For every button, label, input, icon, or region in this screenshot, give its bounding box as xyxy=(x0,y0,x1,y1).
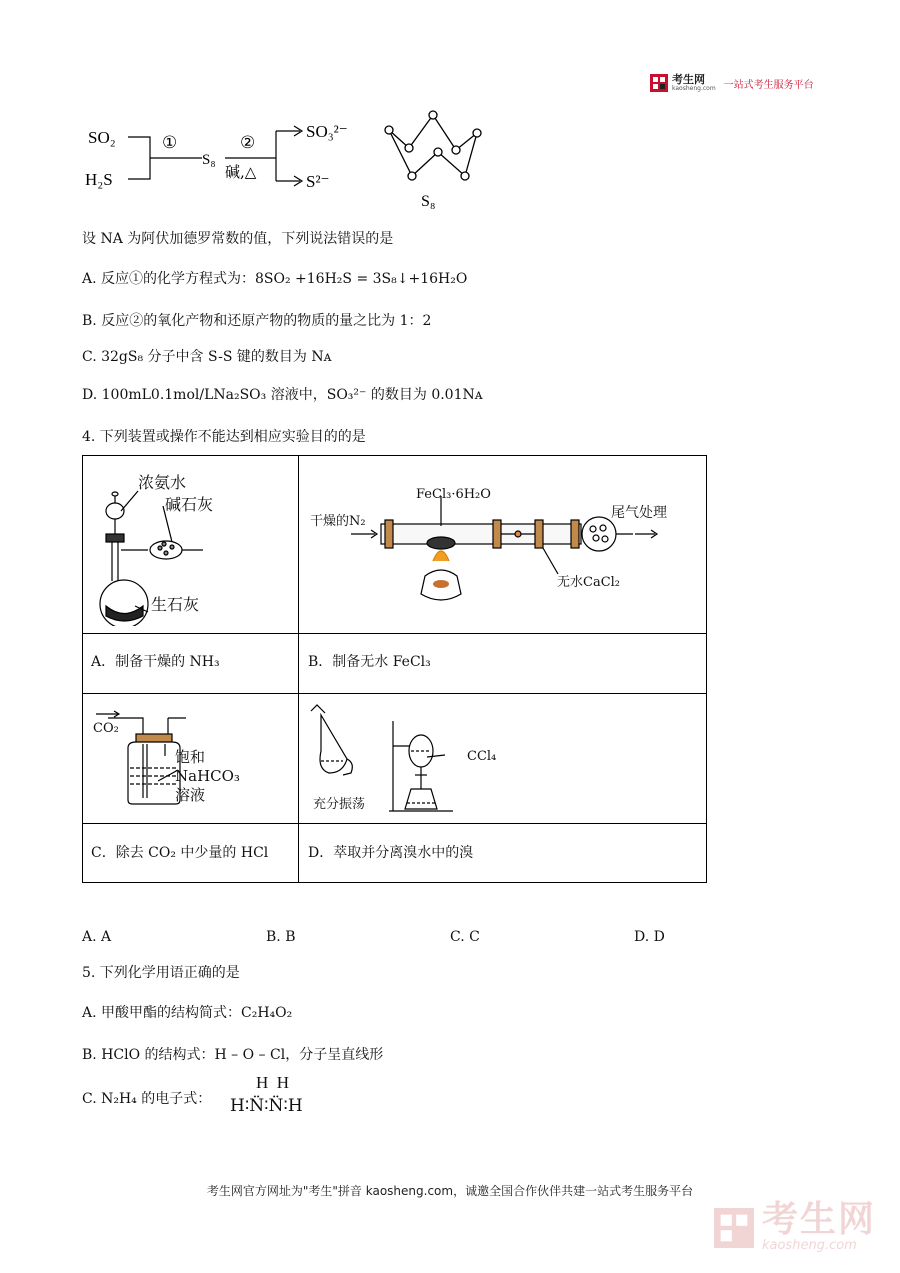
kaosheng-logo-icon xyxy=(650,74,668,92)
lewis-structure-top: H H xyxy=(256,1073,290,1092)
reaction-scheme xyxy=(80,108,500,218)
s8-structure-label: S₈ xyxy=(421,193,436,210)
lewis-structure-main: H∶N̈∶N̈∶H xyxy=(230,1096,303,1116)
label-solution: 溶液 xyxy=(175,786,206,804)
scheme-arrowheads xyxy=(294,126,302,186)
label-ccl4: CCl₄ xyxy=(467,749,497,764)
q5-stem: 5. 下列化学用语正确的是 xyxy=(82,965,240,981)
label-tail-gas: 尾气处理 xyxy=(611,505,667,521)
scheme-step2: ② xyxy=(240,133,256,153)
apparatus-b-fecl3-icon xyxy=(303,466,703,626)
s8-crown-structure-icon xyxy=(385,111,481,180)
table-divider-1 xyxy=(83,633,706,634)
watermark-logo-icon xyxy=(714,1208,754,1248)
label-anhydrous-cacl2: 无水CaCl₂ xyxy=(557,575,621,590)
label-co2: CO₂ xyxy=(93,721,119,736)
q3-option-d-pre: D. 100mL0.1mol/LNa₂SO₃ 溶液中， xyxy=(82,387,327,403)
label-saturated: 饱和 xyxy=(175,748,206,766)
label-concentrated-ammonia: 浓氨水 xyxy=(138,473,187,492)
q3-option-d xyxy=(82,386,483,404)
label-soda-lime: 碱石灰 xyxy=(165,495,214,514)
q3-option-d-post: 的数目为 0.01Nᴀ xyxy=(366,387,483,403)
watermark-site: kaosheng.com xyxy=(761,1238,857,1253)
label-nahco3: NaHCO₃ xyxy=(175,767,240,785)
brand-site: kaosheng.com xyxy=(672,85,716,92)
q3-option-d-ion: SO₃²⁻ xyxy=(326,387,367,403)
scheme-branch xyxy=(276,131,300,181)
scheme-step1: ① xyxy=(162,133,178,153)
label-fecl3-hydrate: FeCl₃·6H₂O xyxy=(416,487,491,502)
caption-c: C．除去 CO₂ 中少量的 HCl xyxy=(91,845,269,861)
label-quicklime: 生石灰 xyxy=(151,595,200,614)
watermark-text: 考生网 xyxy=(761,1199,876,1240)
scheme-reactant-h2s: H₂S xyxy=(85,170,113,189)
caption-d: D．萃取并分离溴水中的溴 xyxy=(308,845,474,861)
scheme-intermediate-s8: S₈ xyxy=(202,152,216,168)
scheme-product-s2: S²⁻ xyxy=(306,172,330,191)
q4-stem: 4. 下列装置或操作不能达到相应实验目的的是 xyxy=(82,429,366,445)
q4-choice-c: C. C xyxy=(450,929,480,945)
q3-option-c: C. 32gS₈ 分子中含 S-S 键的数目为 Nᴀ xyxy=(82,349,332,365)
q3-option-a: A. 反应①的化学方程式为：8SO₂ +16H₂S = 3S₈↓+16H₂O xyxy=(82,271,468,287)
brand-text xyxy=(672,74,716,92)
page-footer: 考生网官方网址为"考生"拼音 kaosheng.com，诚邀全国合作伙伴共建一站式考生服务平台 xyxy=(206,1184,694,1198)
q3-stem: 设 NA 为阿伏加德罗常数的值，下列说法错误的是 xyxy=(82,231,394,247)
q4-choice-b: B. B xyxy=(266,929,296,945)
q5-option-c: C. N₂H₄ 的电子式： xyxy=(82,1091,212,1107)
scheme-reactant-so2: SO₂ xyxy=(88,128,116,147)
label-shake: 充分振荡 xyxy=(313,797,366,812)
scheme-product-so3: SO₃²⁻ xyxy=(306,122,348,141)
table-divider-vertical xyxy=(298,456,299,882)
brand-name: 考生网 xyxy=(672,73,705,86)
table-divider-3 xyxy=(83,823,706,824)
watermark-text-block xyxy=(761,1199,876,1253)
caption-a: A．制备干燥的 NH₃ xyxy=(91,654,220,670)
q3-option-b: B. 反应②的氧化产物和还原产物的物质的量之比为 1：2 xyxy=(82,313,432,329)
label-dry-n2: 干燥的N₂ xyxy=(310,514,366,529)
q5-option-b: B. HClO 的结构式：H – O – Cl，分子呈直线形 xyxy=(82,1047,384,1063)
q4-choice-a: A. A xyxy=(82,929,112,945)
brand-slogan: 一站式考生服务平台 xyxy=(723,79,814,91)
scheme-condition: 碱,△ xyxy=(225,163,257,181)
table-divider-2 xyxy=(83,693,706,694)
caption-b: B．制备无水 FeCl₃ xyxy=(308,654,431,670)
q4-choice-d: D. D xyxy=(634,929,665,945)
watermark xyxy=(714,1199,876,1253)
q5-option-a: A. 甲酸甲酯的结构简式：C₂H₄O₂ xyxy=(82,1005,293,1021)
q4-apparatus-table xyxy=(82,455,707,883)
header-brand xyxy=(650,74,814,92)
